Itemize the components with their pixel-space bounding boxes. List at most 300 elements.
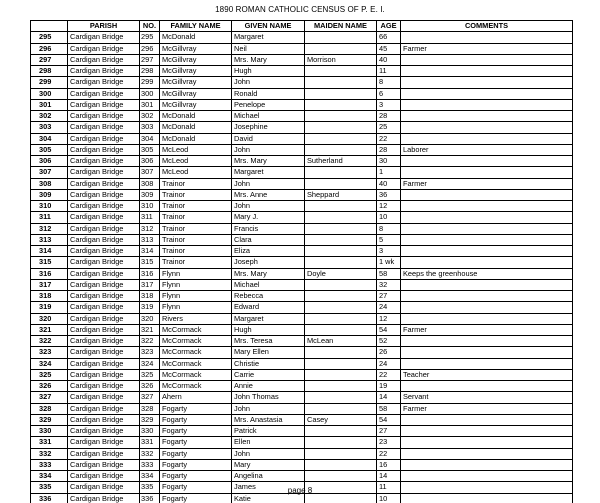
parish-cell: Cardigan Bridge (68, 302, 140, 313)
parish-cell: Cardigan Bridge (68, 493, 140, 503)
row-number: 307 (31, 167, 68, 178)
family-name-cell: Trainor (160, 257, 232, 268)
maiden-name-cell (305, 77, 377, 88)
family-name-cell: McGillvray (160, 77, 232, 88)
age-cell: 22 (377, 448, 401, 459)
parish-cell: Cardigan Bridge (68, 392, 140, 403)
census-body (31, 32, 573, 503)
parish-cell: Cardigan Bridge (68, 403, 140, 414)
maiden-name-cell: Morrison (305, 54, 377, 65)
family-name-cell: Trainor (160, 212, 232, 223)
table-row (31, 99, 573, 110)
entry-number-cell: 328 (140, 403, 160, 414)
family-name-cell: Flynn (160, 268, 232, 279)
parish-cell: Cardigan Bridge (68, 111, 140, 122)
parish-cell: Cardigan Bridge (68, 268, 140, 279)
family-name-cell: McGillvray (160, 99, 232, 110)
entry-number-cell: 303 (140, 122, 160, 133)
row-number: 325 (31, 369, 68, 380)
comments-cell (401, 291, 573, 302)
entry-number-cell: 300 (140, 88, 160, 99)
row-number: 327 (31, 392, 68, 403)
maiden-name-cell (305, 212, 377, 223)
maiden-name-cell (305, 234, 377, 245)
given-name-cell: Hugh (232, 66, 305, 77)
maiden-name-cell (305, 459, 377, 470)
header-cell: PARISH (68, 21, 140, 32)
table-row (31, 77, 573, 88)
header-row (31, 21, 573, 32)
row-number: 329 (31, 414, 68, 425)
header-cell: NO. (140, 21, 160, 32)
family-name-cell: Rivers (160, 313, 232, 324)
entry-number-cell: 307 (140, 167, 160, 178)
table-row (31, 448, 573, 459)
comments-cell (401, 212, 573, 223)
entry-number-cell: 331 (140, 437, 160, 448)
family-name-cell: Fogarty (160, 414, 232, 425)
row-number: 296 (31, 43, 68, 54)
row-number: 316 (31, 268, 68, 279)
comments-cell (401, 246, 573, 257)
given-name-cell: John (232, 201, 305, 212)
header-cell: COMMENTS (401, 21, 573, 32)
parish-cell: Cardigan Bridge (68, 279, 140, 290)
given-name-cell: Mary J. (232, 212, 305, 223)
family-name-cell: Fogarty (160, 403, 232, 414)
maiden-name-cell: Sutherland (305, 156, 377, 167)
age-cell: 6 (377, 88, 401, 99)
given-name-cell: Carrie (232, 369, 305, 380)
given-name-cell: Margaret (232, 167, 305, 178)
maiden-name-cell (305, 358, 377, 369)
entry-number-cell: 320 (140, 313, 160, 324)
given-name-cell: Margaret (232, 313, 305, 324)
given-name-cell: Ronald (232, 88, 305, 99)
family-name-cell: Ahern (160, 392, 232, 403)
parish-cell: Cardigan Bridge (68, 99, 140, 110)
comments-cell (401, 234, 573, 245)
table-row (31, 414, 573, 425)
entry-number-cell: 330 (140, 426, 160, 437)
comments-cell (401, 201, 573, 212)
given-name-cell: Angelina (232, 471, 305, 482)
table-row (31, 122, 573, 133)
family-name-cell: McGillvray (160, 54, 232, 65)
comments-cell (401, 77, 573, 88)
age-cell: 40 (377, 178, 401, 189)
age-cell: 54 (377, 324, 401, 335)
parish-cell: Cardigan Bridge (68, 66, 140, 77)
given-name-cell: Annie (232, 381, 305, 392)
row-number: 295 (31, 32, 68, 43)
family-name-cell: Trainor (160, 223, 232, 234)
family-name-cell: McGillvray (160, 43, 232, 54)
row-number: 299 (31, 77, 68, 88)
entry-number-cell: 301 (140, 99, 160, 110)
table-row (31, 43, 573, 54)
comments-cell: Farmer (401, 178, 573, 189)
entry-number-cell: 336 (140, 493, 160, 503)
table-row (31, 246, 573, 257)
parish-cell: Cardigan Bridge (68, 313, 140, 324)
maiden-name-cell (305, 426, 377, 437)
age-cell: 16 (377, 459, 401, 470)
row-number: 317 (31, 279, 68, 290)
family-name-cell: Flynn (160, 279, 232, 290)
comments-cell (401, 88, 573, 99)
comments-cell (401, 381, 573, 392)
parish-cell: Cardigan Bridge (68, 336, 140, 347)
parish-cell: Cardigan Bridge (68, 234, 140, 245)
maiden-name-cell (305, 369, 377, 380)
table-row (31, 212, 573, 223)
parish-cell: Cardigan Bridge (68, 246, 140, 257)
table-row (31, 279, 573, 290)
maiden-name-cell (305, 144, 377, 155)
table-row (31, 291, 573, 302)
census-table (30, 20, 573, 503)
row-number: 306 (31, 156, 68, 167)
given-name-cell: Mrs. Anne (232, 189, 305, 200)
family-name-cell: McDonald (160, 122, 232, 133)
row-number: 313 (31, 234, 68, 245)
given-name-cell: James (232, 482, 305, 493)
entry-number-cell: 314 (140, 246, 160, 257)
parish-cell: Cardigan Bridge (68, 212, 140, 223)
table-row (31, 437, 573, 448)
age-cell: 30 (377, 156, 401, 167)
row-number: 308 (31, 178, 68, 189)
table-row (31, 167, 573, 178)
entry-number-cell: 298 (140, 66, 160, 77)
entry-number-cell: 295 (140, 32, 160, 43)
row-number: 314 (31, 246, 68, 257)
maiden-name-cell (305, 223, 377, 234)
comments-cell (401, 32, 573, 43)
maiden-name-cell (305, 291, 377, 302)
maiden-name-cell (305, 437, 377, 448)
maiden-name-cell (305, 403, 377, 414)
maiden-name-cell (305, 279, 377, 290)
maiden-name-cell (305, 167, 377, 178)
parish-cell: Cardigan Bridge (68, 369, 140, 380)
comments-cell (401, 336, 573, 347)
comments-cell (401, 99, 573, 110)
row-number: 321 (31, 324, 68, 335)
family-name-cell: Fogarty (160, 459, 232, 470)
table-row (31, 471, 573, 482)
row-number: 324 (31, 358, 68, 369)
given-name-cell: Francis (232, 223, 305, 234)
entry-number-cell: 319 (140, 302, 160, 313)
age-cell: 12 (377, 313, 401, 324)
given-name-cell: Edward (232, 302, 305, 313)
comments-cell (401, 414, 573, 425)
entry-number-cell: 302 (140, 111, 160, 122)
family-name-cell: Fogarty (160, 482, 232, 493)
maiden-name-cell: Sheppard (305, 189, 377, 200)
given-name-cell: Rebecca (232, 291, 305, 302)
maiden-name-cell: Casey (305, 414, 377, 425)
page-number: page 8 (287, 486, 313, 495)
entry-number-cell: 309 (140, 189, 160, 200)
comments-cell (401, 437, 573, 448)
family-name-cell: Fogarty (160, 426, 232, 437)
parish-cell: Cardigan Bridge (68, 459, 140, 470)
entry-number-cell: 315 (140, 257, 160, 268)
comments-cell (401, 459, 573, 470)
family-name-cell: McDonald (160, 111, 232, 122)
age-cell: 8 (377, 77, 401, 88)
family-name-cell: Trainor (160, 189, 232, 200)
given-name-cell: Mrs. Mary (232, 156, 305, 167)
given-name-cell: Michael (232, 279, 305, 290)
table-row (31, 392, 573, 403)
age-cell: 27 (377, 426, 401, 437)
age-cell: 14 (377, 471, 401, 482)
table-row (31, 336, 573, 347)
family-name-cell: McGillvray (160, 88, 232, 99)
age-cell: 14 (377, 392, 401, 403)
header-cell: MAIDEN NAME (305, 21, 377, 32)
given-name-cell: Margaret (232, 32, 305, 43)
comments-cell (401, 122, 573, 133)
row-number: 302 (31, 111, 68, 122)
parish-cell: Cardigan Bridge (68, 167, 140, 178)
entry-number-cell: 322 (140, 336, 160, 347)
row-number: 330 (31, 426, 68, 437)
parish-cell: Cardigan Bridge (68, 358, 140, 369)
given-name-cell: John (232, 77, 305, 88)
comments-cell (401, 448, 573, 459)
table-row (31, 426, 573, 437)
entry-number-cell: 297 (140, 54, 160, 65)
comments-cell: Farmer (401, 403, 573, 414)
comments-cell (401, 426, 573, 437)
age-cell: 24 (377, 358, 401, 369)
entry-number-cell: 313 (140, 234, 160, 245)
family-name-cell: McLeod (160, 167, 232, 178)
entry-number-cell: 311 (140, 212, 160, 223)
parish-cell: Cardigan Bridge (68, 324, 140, 335)
entry-number-cell: 304 (140, 133, 160, 144)
given-name-cell: David (232, 133, 305, 144)
maiden-name-cell (305, 381, 377, 392)
parish-cell: Cardigan Bridge (68, 482, 140, 493)
row-number: 297 (31, 54, 68, 65)
table-row (31, 381, 573, 392)
family-name-cell: Trainor (160, 201, 232, 212)
family-name-cell: McLeod (160, 144, 232, 155)
table-row (31, 156, 573, 167)
family-name-cell: McDonald (160, 133, 232, 144)
age-cell: 40 (377, 54, 401, 65)
table-row (31, 133, 573, 144)
entry-number-cell: 308 (140, 178, 160, 189)
age-cell: 28 (377, 111, 401, 122)
parish-cell: Cardigan Bridge (68, 77, 140, 88)
entry-number-cell: 312 (140, 223, 160, 234)
table-row (31, 66, 573, 77)
entry-number-cell: 321 (140, 324, 160, 335)
age-cell: 5 (377, 234, 401, 245)
given-name-cell: Mrs. Mary (232, 268, 305, 279)
parish-cell: Cardigan Bridge (68, 201, 140, 212)
family-name-cell: Trainor (160, 234, 232, 245)
row-number: 319 (31, 302, 68, 313)
row-number: 336 (31, 493, 68, 503)
given-name-cell: Christie (232, 358, 305, 369)
comments-cell (401, 302, 573, 313)
table-row (31, 178, 573, 189)
table-row (31, 54, 573, 65)
maiden-name-cell (305, 178, 377, 189)
row-number: 305 (31, 144, 68, 155)
age-cell: 11 (377, 66, 401, 77)
maiden-name-cell (305, 448, 377, 459)
maiden-name-cell (305, 201, 377, 212)
comments-cell: Farmer (401, 43, 573, 54)
given-name-cell: Mary (232, 459, 305, 470)
parish-cell: Cardigan Bridge (68, 471, 140, 482)
given-name-cell: Penelope (232, 99, 305, 110)
age-cell: 10 (377, 212, 401, 223)
given-name-cell: John Thomas (232, 392, 305, 403)
parish-cell: Cardigan Bridge (68, 414, 140, 425)
given-name-cell: Neil (232, 43, 305, 54)
family-name-cell: McCormack (160, 336, 232, 347)
comments-cell (401, 313, 573, 324)
entry-number-cell: 334 (140, 471, 160, 482)
given-name-cell: John (232, 178, 305, 189)
age-cell: 28 (377, 144, 401, 155)
age-cell: 12 (377, 201, 401, 212)
given-name-cell: Mary Ellen (232, 347, 305, 358)
given-name-cell: Hugh (232, 324, 305, 335)
parish-cell: Cardigan Bridge (68, 144, 140, 155)
entry-number-cell: 318 (140, 291, 160, 302)
comments-cell: Farmer (401, 324, 573, 335)
row-number: 328 (31, 403, 68, 414)
age-cell: 1 (377, 167, 401, 178)
table-row (31, 32, 573, 43)
age-cell: 54 (377, 414, 401, 425)
comments-cell (401, 167, 573, 178)
row-number: 335 (31, 482, 68, 493)
parish-cell: Cardigan Bridge (68, 347, 140, 358)
parish-cell: Cardigan Bridge (68, 156, 140, 167)
row-number: 334 (31, 471, 68, 482)
age-cell: 24 (377, 302, 401, 313)
maiden-name-cell: Doyle (305, 268, 377, 279)
family-name-cell: McLeod (160, 156, 232, 167)
entry-number-cell: 329 (140, 414, 160, 425)
entry-number-cell: 325 (140, 369, 160, 380)
entry-number-cell: 326 (140, 381, 160, 392)
family-name-cell: McCormack (160, 381, 232, 392)
given-name-cell: John (232, 448, 305, 459)
page-title: 1890 ROMAN CATHOLIC CENSUS OF P. E. I. (215, 5, 385, 14)
entry-number-cell: 324 (140, 358, 160, 369)
row-number: 309 (31, 189, 68, 200)
comments-cell (401, 279, 573, 290)
row-number: 318 (31, 291, 68, 302)
table-row (31, 257, 573, 268)
comments-cell (401, 358, 573, 369)
parish-cell: Cardigan Bridge (68, 122, 140, 133)
table-row (31, 369, 573, 380)
table-row (31, 313, 573, 324)
parish-cell: Cardigan Bridge (68, 178, 140, 189)
maiden-name-cell (305, 313, 377, 324)
header-cell: AGE (377, 21, 401, 32)
age-cell: 45 (377, 43, 401, 54)
table-row (31, 459, 573, 470)
header-cell (31, 21, 68, 32)
table-row (31, 144, 573, 155)
header-cell: GIVEN NAME (232, 21, 305, 32)
age-cell: 66 (377, 32, 401, 43)
given-name-cell: Ellen (232, 437, 305, 448)
family-name-cell: McGillvray (160, 66, 232, 77)
header-cell: FAMILY NAME (160, 21, 232, 32)
entry-number-cell: 335 (140, 482, 160, 493)
entry-number-cell: 299 (140, 77, 160, 88)
table-row (31, 201, 573, 212)
row-number: 322 (31, 336, 68, 347)
maiden-name-cell (305, 111, 377, 122)
comments-cell: Teacher (401, 369, 573, 380)
family-name-cell: Fogarty (160, 448, 232, 459)
maiden-name-cell (305, 471, 377, 482)
comments-cell (401, 347, 573, 358)
age-cell: 22 (377, 369, 401, 380)
given-name-cell: Josephine (232, 122, 305, 133)
row-number: 332 (31, 448, 68, 459)
maiden-name-cell (305, 32, 377, 43)
row-number: 331 (31, 437, 68, 448)
comments-cell (401, 66, 573, 77)
comments-cell (401, 111, 573, 122)
entry-number-cell: 332 (140, 448, 160, 459)
age-cell: 58 (377, 268, 401, 279)
family-name-cell: Fogarty (160, 437, 232, 448)
age-cell: 3 (377, 99, 401, 110)
parish-cell: Cardigan Bridge (68, 426, 140, 437)
maiden-name-cell (305, 66, 377, 77)
family-name-cell: Flynn (160, 291, 232, 302)
age-cell: 26 (377, 347, 401, 358)
maiden-name-cell (305, 133, 377, 144)
row-number: 333 (31, 459, 68, 470)
table-row (31, 403, 573, 414)
family-name-cell: McDonald (160, 32, 232, 43)
family-name-cell: Trainor (160, 178, 232, 189)
parish-cell: Cardigan Bridge (68, 437, 140, 448)
comments-cell: Laborer (401, 144, 573, 155)
parish-cell: Cardigan Bridge (68, 43, 140, 54)
age-cell: 36 (377, 189, 401, 200)
entry-number-cell: 327 (140, 392, 160, 403)
maiden-name-cell (305, 43, 377, 54)
row-number: 315 (31, 257, 68, 268)
table-row (31, 324, 573, 335)
comments-cell (401, 189, 573, 200)
family-name-cell: Flynn (160, 302, 232, 313)
entry-number-cell: 305 (140, 144, 160, 155)
age-cell: 8 (377, 223, 401, 234)
